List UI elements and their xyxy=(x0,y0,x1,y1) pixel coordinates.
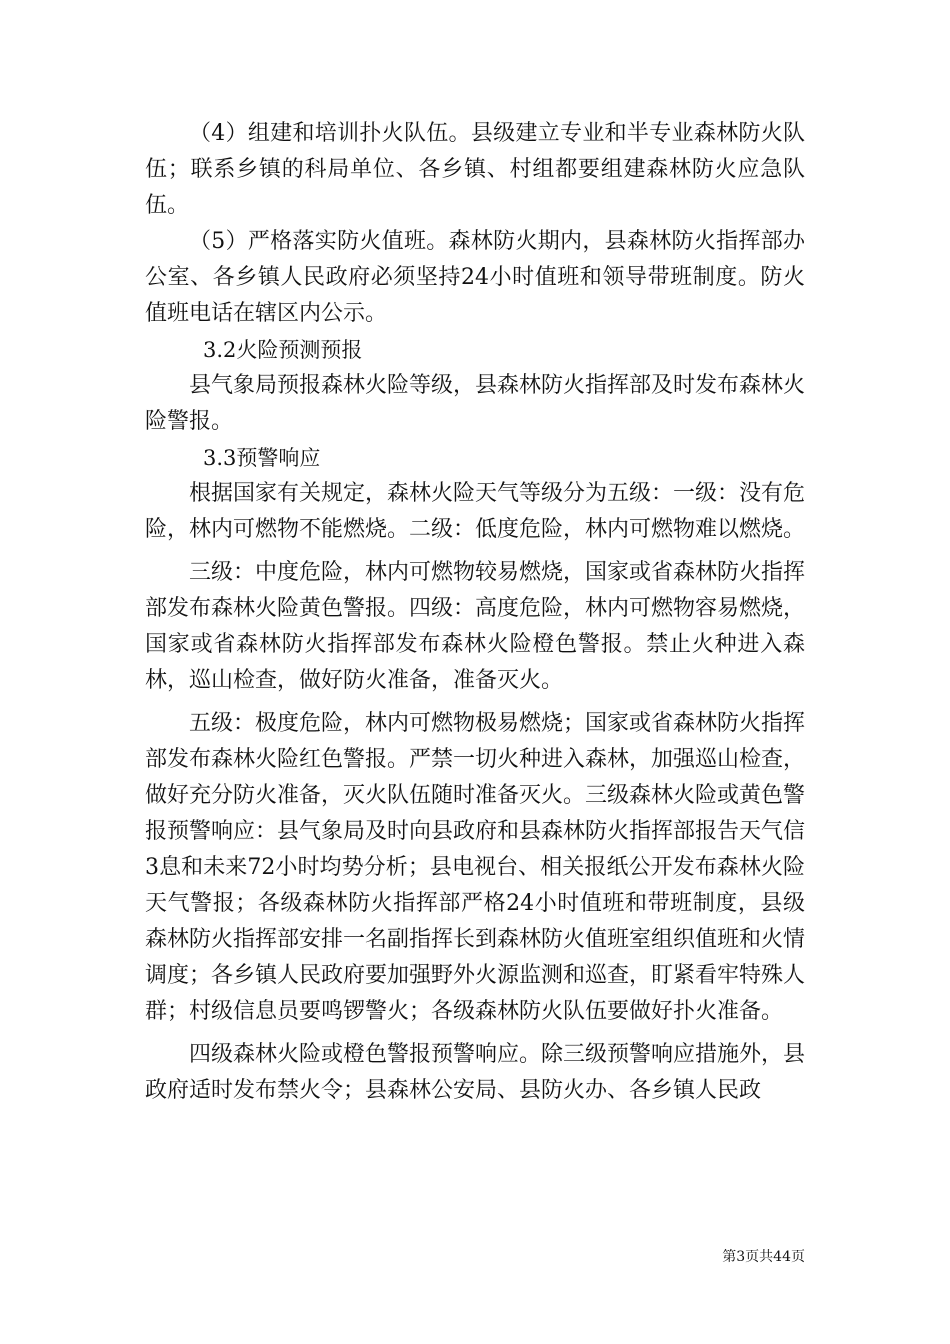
paragraph-fire-levels-intro: 根据国家有关规定，森林火险天气等级分为五级：一级：没有危险，林内可燃物不能燃烧。二级：低度危险，林内可燃物难以燃烧。 xyxy=(145,481,806,542)
section-heading-3-2: 3.2火险预测预报 xyxy=(203,338,363,362)
paragraph-firefighting-teams: （4）组建和培训扑火队伍。县级建立专业和半专业森林防火队伍；联系乡镇的科局单位、各乡镇、村组都要组建森林防火应急队伍。 xyxy=(145,121,805,218)
page-number: 第3页共44页 xyxy=(722,1249,805,1265)
paragraph-fire-duty: （5）严格落实防火值班。森林防火期内，县森林防火指挥部办公室、各乡镇人民政府必须坚持24小时值班和领导带班制度。防火值班电话在辖区内公示。 xyxy=(145,229,805,326)
document-body xyxy=(145,116,805,1109)
paragraph-fire-forecast: 县气象局预报森林火险等级，县森林防火指挥部及时发布森林火险警报。 xyxy=(145,373,806,434)
paragraph-level-four-response: 四级森林火险或橙色警报预警响应。除三级预警响应措施外，县政府适时发布禁火令；县森林公安局、县防火办、各乡镇人民政 xyxy=(145,1042,806,1103)
paragraph-level-five-response: 五级：极度危险，林内可燃物极易燃烧；国家或省森林防火指挥部发布森林火险红色警报。严禁一切火种进入森林，加强巡山检查，做好充分防火准备，灭火队伍随时准备灭火。三级森林火险或黄色警报预警响应：县气象局及时向县政府和县森林防火指挥部报告天气信3息和未来72小时均势分析；县电视台、相关报纸公开发布森林火险天气警报；各级森林防火指挥部严格24小时值班和带班制度，县级森林防火指挥部安排一名副指挥长到森林防火值班室组织值班和火情调度；各乡镇人民政府要加强野外火源监测和巡查，盯紧看牢特殊人群；村级信息员要鸣锣警火；各级森林防火队伍要做好扑火准备。 xyxy=(145,711,806,1024)
section-heading-3-3: 3.3预警响应 xyxy=(203,446,321,470)
paragraph-level-three-four: 三级：中度危险，林内可燃物较易燃烧，国家或省森林防火指挥部发布森林火险黄色警报。四级：高度危险，林内可燃物容易燃烧，国家或省森林防火指挥部发布森林火险橙色警报。禁止火种进入森林，巡山检查，做好防火准备，准备灭火。 xyxy=(145,560,806,693)
